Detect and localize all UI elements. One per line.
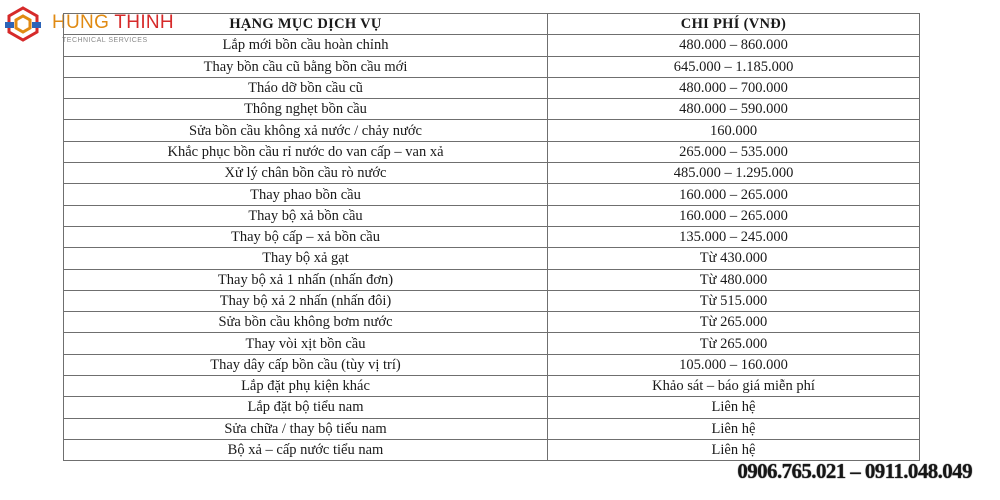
cost-cell: Từ 515.000 bbox=[548, 290, 920, 311]
cost-cell: 135.000 – 245.000 bbox=[548, 226, 920, 247]
table-row bbox=[64, 333, 920, 354]
service-cell: Thay bộ xả gạt bbox=[64, 248, 548, 269]
cost-cell: 645.000 – 1.185.000 bbox=[548, 56, 920, 77]
service-cell: Thay phao bồn cầu bbox=[64, 184, 548, 205]
table-row bbox=[64, 77, 920, 98]
header-cost: CHI PHÍ (VNĐ) bbox=[548, 14, 920, 35]
table-row bbox=[64, 248, 920, 269]
table-row bbox=[64, 376, 920, 397]
service-cell: Khắc phục bồn cầu rỉ nước do van cấp – van xả bbox=[64, 141, 548, 162]
table-row bbox=[64, 163, 920, 184]
service-cell: Sửa bồn cầu không bơm nước bbox=[64, 312, 548, 333]
table-row bbox=[64, 205, 920, 226]
cost-cell: 160.000 – 265.000 bbox=[548, 205, 920, 226]
table-row bbox=[64, 269, 920, 290]
table-row bbox=[64, 439, 920, 460]
service-cell: Thay bộ cấp – xả bồn cầu bbox=[64, 226, 548, 247]
brand-name-part2: THINH bbox=[114, 12, 174, 33]
cost-cell: Khảo sát – báo giá miễn phí bbox=[548, 376, 920, 397]
table-row bbox=[64, 354, 920, 375]
table-row bbox=[64, 418, 920, 439]
table-row bbox=[64, 290, 920, 311]
service-cell: Lắp mới bồn cầu hoàn chỉnh bbox=[64, 35, 548, 56]
brand-tagline: TECHNICAL SERVICES bbox=[62, 37, 148, 44]
service-cell: Xử lý chân bồn cầu rò nước bbox=[64, 163, 548, 184]
cost-cell: Liên hệ bbox=[548, 397, 920, 418]
cost-cell: 160.000 – 265.000 bbox=[548, 184, 920, 205]
cost-cell: 265.000 – 535.000 bbox=[548, 141, 920, 162]
table-row bbox=[64, 120, 920, 141]
cost-cell: Từ 265.000 bbox=[548, 312, 920, 333]
service-cell: Thay bộ xả 2 nhấn (nhấn đôi) bbox=[64, 290, 548, 311]
cost-cell: 480.000 – 590.000 bbox=[548, 99, 920, 120]
cost-cell: 480.000 – 860.000 bbox=[548, 35, 920, 56]
service-cell: Thay bộ xả bồn cầu bbox=[64, 205, 548, 226]
hexagon-logo-icon bbox=[2, 4, 44, 46]
service-cell: Sửa bồn cầu không xả nước / chảy nước bbox=[64, 120, 548, 141]
table-row bbox=[64, 312, 920, 333]
hotline-numbers: 0906.765.021 – 0911.048.049 bbox=[737, 459, 972, 483]
table-row bbox=[64, 56, 920, 77]
cost-cell: Liên hệ bbox=[548, 418, 920, 439]
table-body bbox=[64, 35, 920, 461]
brand-name-part1: HUNG bbox=[52, 12, 115, 33]
cost-cell: 485.000 – 1.295.000 bbox=[548, 163, 920, 184]
service-cell: Thay dây cấp bồn cầu (tùy vị trí) bbox=[64, 354, 548, 375]
service-cell: Thông nghẹt bồn cầu bbox=[64, 99, 548, 120]
cost-cell: Liên hệ bbox=[548, 439, 920, 460]
table-row bbox=[64, 99, 920, 120]
table-row bbox=[64, 35, 920, 56]
service-cell: Lắp đặt phụ kiện khác bbox=[64, 376, 548, 397]
cost-cell: Từ 430.000 bbox=[548, 248, 920, 269]
table-header-row bbox=[64, 14, 920, 35]
service-cell: Thay vòi xịt bồn cầu bbox=[64, 333, 548, 354]
cost-cell: 480.000 – 700.000 bbox=[548, 77, 920, 98]
cost-cell: Từ 265.000 bbox=[548, 333, 920, 354]
service-cell: Sửa chữa / thay bộ tiểu nam bbox=[64, 418, 548, 439]
service-cell: Thay bồn cầu cũ bằng bồn cầu mới bbox=[64, 56, 548, 77]
cost-cell: Từ 480.000 bbox=[548, 269, 920, 290]
table-row bbox=[64, 226, 920, 247]
table-row bbox=[64, 397, 920, 418]
cost-cell: 105.000 – 160.000 bbox=[548, 354, 920, 375]
service-cell: Thay bộ xả 1 nhấn (nhấn đơn) bbox=[64, 269, 548, 290]
service-price-table bbox=[63, 13, 920, 461]
service-cell: Bộ xả – cấp nước tiểu nam bbox=[64, 439, 548, 460]
table-row bbox=[64, 184, 920, 205]
service-cell: Lắp đặt bộ tiểu nam bbox=[64, 397, 548, 418]
table-row bbox=[64, 141, 920, 162]
cost-cell: 160.000 bbox=[548, 120, 920, 141]
service-cell: Tháo dỡ bồn cầu cũ bbox=[64, 77, 548, 98]
header-service: HẠNG MỤC DỊCH VỤ bbox=[64, 14, 548, 35]
